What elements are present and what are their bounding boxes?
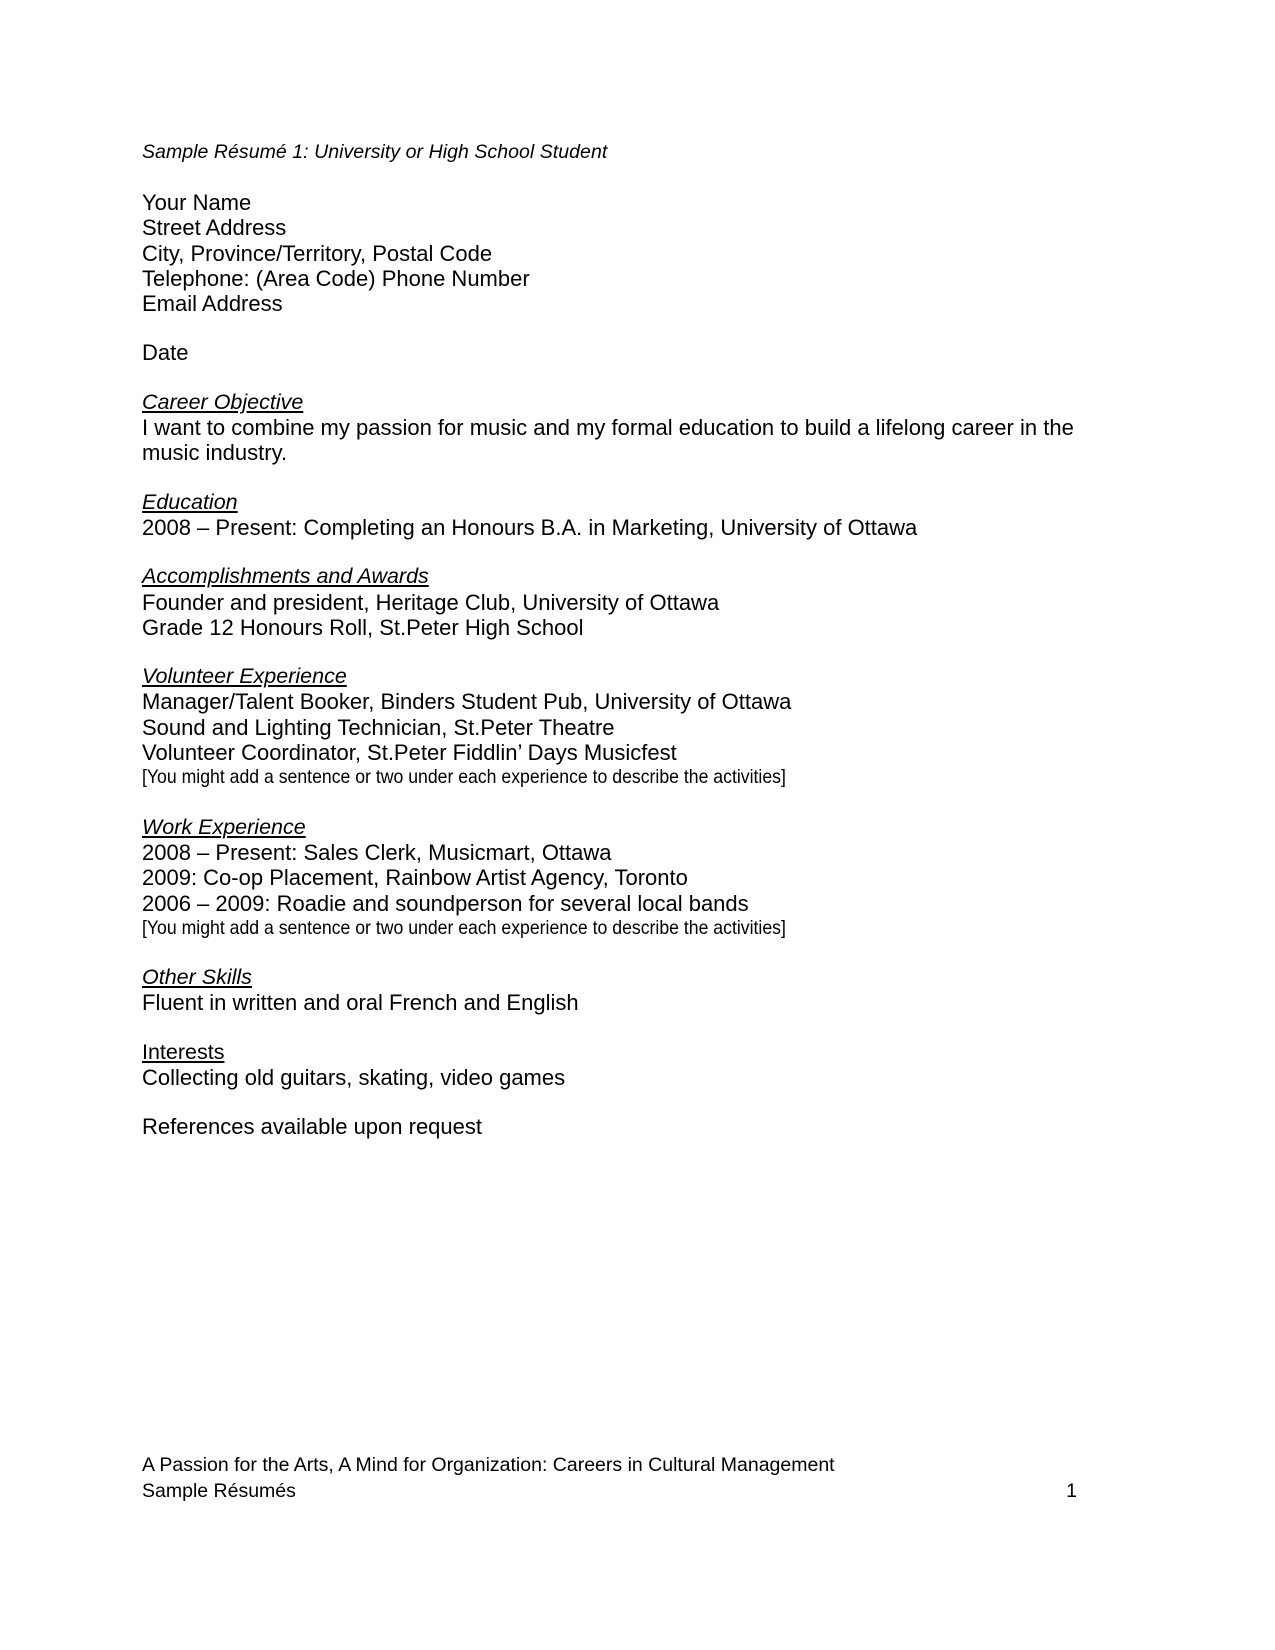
education-entry: 2008 – Present: Completing an Honours B.A. in Marketing, University of Ottawa [142, 514, 918, 540]
document-subtitle: Sample Résumé 1: University or High School Student [142, 141, 608, 163]
section-heading-work-experience [142, 815, 1077, 840]
contact-block [142, 190, 1077, 316]
section-interests [142, 1040, 1077, 1091]
section-heading-interests [142, 1040, 1077, 1065]
accomplishments-entry: Founder and president, Heritage Club, University of Ottawa [142, 589, 720, 615]
section-work-experience [142, 815, 1077, 941]
section-heading-other-skills [142, 965, 1077, 990]
spacer [142, 1090, 1077, 1114]
spacer [142, 941, 1077, 965]
other-skills-entry: Fluent in written and oral French and English [142, 990, 579, 1016]
work-entry: 2006 – 2009: Roadie and soundperson for several local bands [142, 890, 749, 916]
section-heading-volunteer-experience [142, 664, 1077, 689]
volunteer-entry: Manager/Talent Booker, Binders Student Pub, University of Ottawa [142, 689, 792, 715]
volunteer-entry: Sound and Lighting Technician, St.Peter Theatre [142, 714, 615, 740]
spacer [142, 165, 1077, 190]
contact-name: Your Name [142, 190, 252, 215]
heading-text: Other Skills [142, 965, 252, 990]
footer-publication-title: A Passion for the Arts, A Mind for Organization: Careers in Cultural Management [142, 1454, 835, 1476]
section-accomplishments-and-awards [142, 564, 1077, 640]
page-footer [142, 1452, 1077, 1504]
heading-text: Career Objective [142, 389, 304, 414]
heading-text: Accomplishments and Awards [142, 564, 429, 589]
volunteer-instruction-note: [You might add a sentence or two under each experience to describe the activities] [142, 766, 786, 789]
section-career-objective [142, 390, 1077, 466]
spacer [142, 466, 1077, 490]
footer-bottom-row [142, 1478, 1077, 1504]
document-body [142, 140, 1077, 1140]
interests-entry: Collecting old guitars, skating, video games [142, 1065, 566, 1091]
heading-text: Education [142, 489, 238, 514]
contact-telephone: Telephone: (Area Code) Phone Number [142, 265, 530, 291]
footer-section-title: Sample Résumés [142, 1480, 296, 1502]
section-education [142, 490, 1077, 541]
contact-email: Email Address [142, 291, 283, 317]
contact-city-line: City, Province/Territory, Postal Code [142, 240, 493, 266]
heading-text: Volunteer Experience [142, 664, 347, 689]
spacer [142, 640, 1077, 664]
spacer [142, 791, 1077, 815]
work-entry: 2009: Co-op Placement, Rainbow Artist Agency, Toronto [142, 865, 688, 891]
accomplishments-entry: Grade 12 Honours Roll, St.Peter High School [142, 614, 584, 640]
section-heading-career-objective [142, 390, 1077, 415]
date-placeholder: Date [142, 340, 189, 366]
section-other-skills [142, 965, 1077, 1016]
section-heading-education [142, 490, 1077, 515]
section-volunteer-experience [142, 664, 1077, 790]
heading-text: Work Experience [142, 814, 306, 839]
section-heading-accomplishments [142, 564, 1077, 589]
spacer [142, 1016, 1077, 1040]
volunteer-entry: Volunteer Coordinator, St.Peter Fiddlin’ Days Musicfest [142, 740, 677, 766]
contact-street-address: Street Address [142, 215, 287, 241]
career-objective-body: I want to combine my passion for music and my formal education to build a lifelong career in the music industry. [142, 415, 1074, 466]
spacer [142, 316, 1077, 340]
work-instruction-note: [You might add a sentence or two under each experience to describe the activities] [142, 916, 786, 939]
spacer [142, 540, 1077, 564]
heading-text: Interests [142, 1039, 225, 1064]
spacer [142, 366, 1077, 390]
page-number: 1 [1066, 1480, 1077, 1502]
references-statement: References available upon request [142, 1114, 483, 1140]
work-entry: 2008 – Present: Sales Clerk, Musicmart, Ottawa [142, 839, 612, 865]
